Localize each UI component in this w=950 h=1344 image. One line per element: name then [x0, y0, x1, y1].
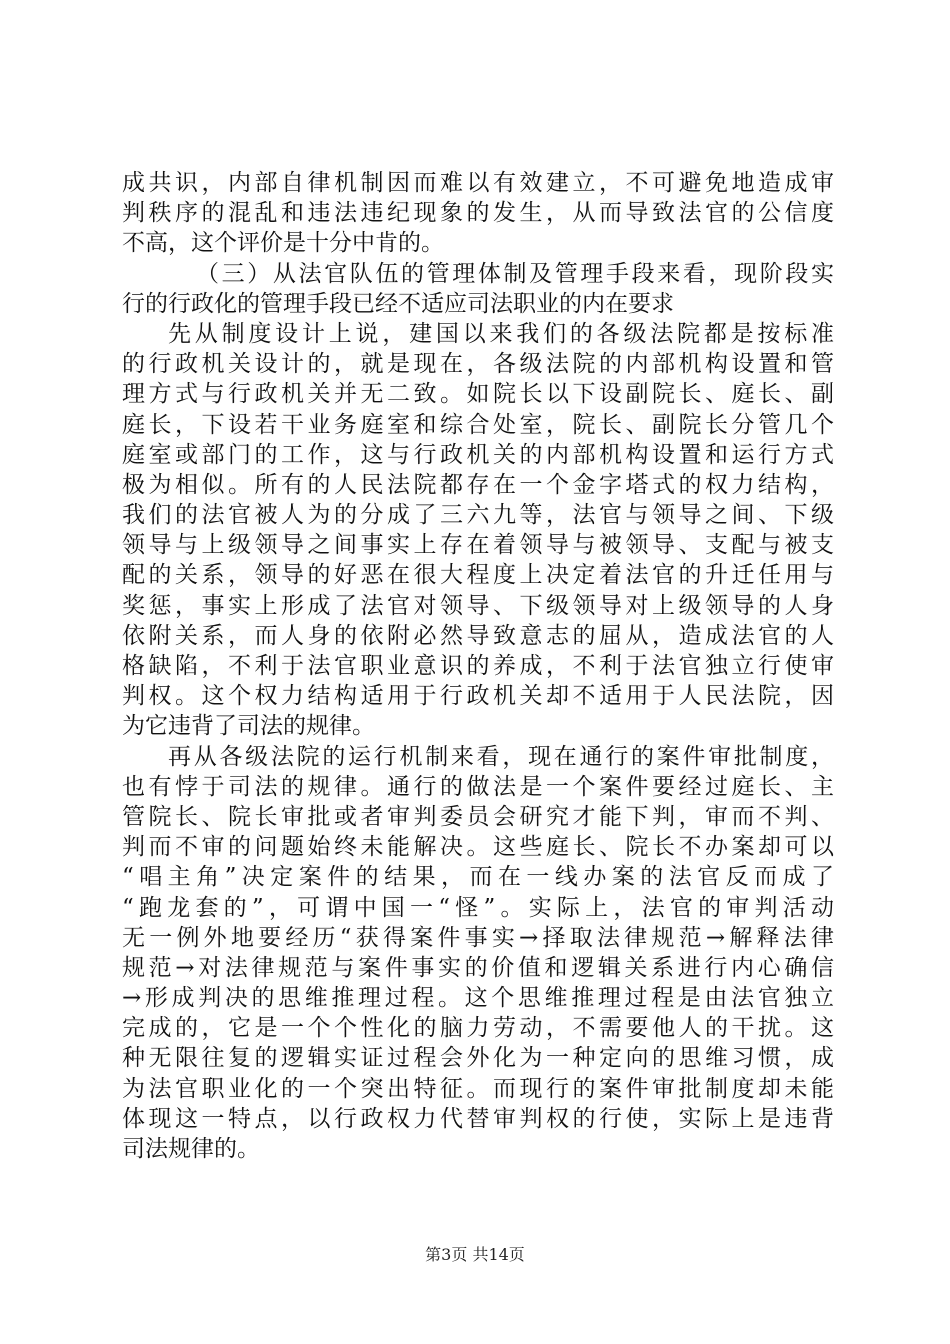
- text-line: 先从制度设计上说，建国以来我们的各级法院都是按标准: [168, 320, 834, 347]
- text-line: “跑龙套的”，可谓中国一“怪”。实际上，法官的审判活动: [122, 894, 834, 921]
- text-line: →形成判决的思维推理过程。这个思维推理过程是由法官独立: [122, 985, 834, 1012]
- text-line: 无一例外地要经历“获得案件事实→择取法律规范→解释法律: [122, 924, 834, 951]
- text-line: 庭长，下设若干业务庭室和综合处室，院长、副院长分管几个: [122, 411, 834, 438]
- text-line: 体现这一特点，以行政权力代替审判权的行使，实际上是违背: [122, 1105, 834, 1132]
- page-number-footer: 第3页 共14页: [425, 1245, 525, 1264]
- text-line: 极为相似。所有的人民法院都存在一个金字塔式的权力结构，: [122, 471, 834, 498]
- text-line: 我们的法官被人为的分成了三六九等，法官与领导之间、下级: [122, 502, 834, 529]
- text-line: 成共识，内部自律机制因而难以有效建立，不可避免地造成审: [122, 170, 834, 196]
- text-line: 完成的，它是一个个性化的脑力劳动，不需要他人的干扰。这: [122, 1015, 834, 1042]
- text-line: 管院长、院长审批或者审判委员会研究才能下判，审而不判、: [122, 803, 834, 830]
- text-line: 理方式与行政机关并无二致。如院长以下设副院长、庭长、副: [122, 381, 834, 408]
- text-line: 庭室或部门的工作，这与行政机关的内部机构设置和运行方式: [122, 441, 834, 468]
- text-line: “唱主角”决定案件的结果，而在一线办案的法官反而成了: [122, 864, 834, 891]
- section-heading-line: （三）从法官队伍的管理体制及管理手段来看，现阶段实: [196, 260, 834, 287]
- section-heading-line: 行的行政化的管理手段已经不适应司法职业的内在要求: [122, 290, 674, 317]
- text-line: 为它违背了司法的规律。: [122, 713, 375, 740]
- text-line: 规范→对法律规范与案件事实的价值和逻辑关系进行内心确信: [122, 954, 834, 981]
- text-line: 的行政机关设计的，就是现在，各级法院的内部机构设置和管: [122, 351, 834, 378]
- text-line: 种无限往复的逻辑实证过程会外化为一种定向的思维习惯，成: [122, 1045, 834, 1072]
- text-line: 格缺陷，不利于法官职业意识的养成，不利于法官独立行使审: [122, 653, 834, 679]
- text-line: 再从各级法院的运行机制来看，现在通行的案件审批制度，: [168, 743, 834, 770]
- text-line: 司法规律的。: [122, 1136, 260, 1162]
- text-line: 判秩序的混乱和违法违纪现象的发生，从而导致法官的公信度: [122, 200, 834, 227]
- text-line: 配的关系，领导的好恶在很大程度上决定着法官的升迁任用与: [122, 562, 834, 589]
- text-line: 依附关系，而人身的依附必然导致意志的屈从，造成法官的人: [122, 622, 834, 649]
- text-line: 不高，这个评价是十分中肯的。: [122, 230, 444, 257]
- text-line: 为法官职业化的一个突出特征。而现行的案件审批制度却未能: [122, 1075, 834, 1102]
- text-line: 奖惩，事实上形成了法官对领导、下级领导对上级领导的人身: [122, 592, 834, 619]
- text-line: 判而不审的问题始终未能解决。这些庭长、院长不办案却可以: [122, 834, 834, 861]
- document-body: [122, 168, 834, 1164]
- text-line: 领导与上级领导之间事实上存在着领导与被领导、支配与被支: [122, 532, 834, 559]
- text-line: 也有悖于司法的规律。通行的做法是一个案件要经过庭长、主: [122, 773, 834, 800]
- text-line: 判权。这个权力结构适用于行政机关却不适用于人民法院，因: [122, 683, 834, 710]
